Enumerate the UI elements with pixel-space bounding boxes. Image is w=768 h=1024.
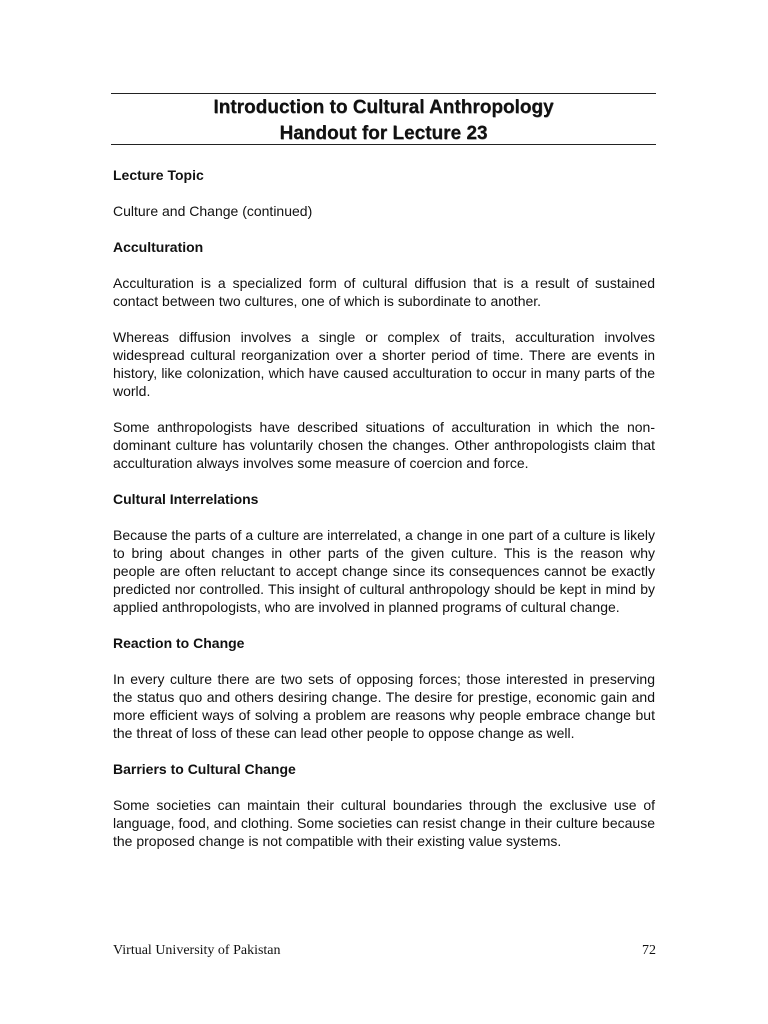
paragraph: Whereas diffusion involves a single or complex of traits, acculturation involves widespread cultural reorganization over a shorter period of time. There are events in history, like colonization, which have caused acculturation to occur in many parts of the world. xyxy=(113,329,655,399)
paragraph: Culture and Change (continued) xyxy=(113,203,313,219)
section-heading-barriers-to-cultural-change: Barriers to Cultural Change xyxy=(113,761,296,777)
paragraph: In every culture there are two sets of opposing forces; those interested in preserving the status quo and others desiring change. The desire for prestige, economic gain and more efficient ways of solving a problem are reasons why people embrace change but the threat of loss of these can lead other people to oppose change as well. xyxy=(113,671,655,741)
section-heading-lecture-topic: Lecture Topic xyxy=(113,167,204,183)
handout-header xyxy=(111,93,656,145)
section-heading-cultural-interrelations: Cultural Interrelations xyxy=(113,491,259,507)
document-body xyxy=(113,166,655,868)
page-footer xyxy=(113,942,656,960)
section-heading-reaction-to-change: Reaction to Change xyxy=(113,635,245,651)
footer-institution: Virtual University of Pakistan xyxy=(113,943,281,958)
paragraph: Some societies can maintain their cultural boundaries through the exclusive use of language, food, and clothing. Some societies can resist change in their culture because the proposed change is not compatible with their existing value systems. xyxy=(113,797,655,849)
paragraph: Some anthropologists have described situations of acculturation in which the non-dominant culture has voluntarily chosen the changes. Other anthropologists claim that acculturation always involves some measure of coercion and force. xyxy=(113,419,655,471)
section-heading-acculturation: Acculturation xyxy=(113,239,204,255)
paragraph: Because the parts of a culture are interrelated, a change in one part of a culture is likely to bring about changes in other parts of the given culture. This is the reason why people are often reluctant to accept change since its consequences cannot be exactly predicted nor controlled. This insight of cultural anthropology should be kept in mind by applied anthropologists, who are involved in planned programs of cultural change. xyxy=(113,527,655,615)
course-title: Introduction to Cultural Anthropology xyxy=(213,97,554,118)
paragraph: Acculturation is a specialized form of cultural diffusion that is a result of sustained contact between two cultures, one of which is subordinate to another. xyxy=(113,275,655,309)
page-number: 72 xyxy=(642,943,656,958)
lecture-title: Handout for Lecture 23 xyxy=(279,123,488,144)
